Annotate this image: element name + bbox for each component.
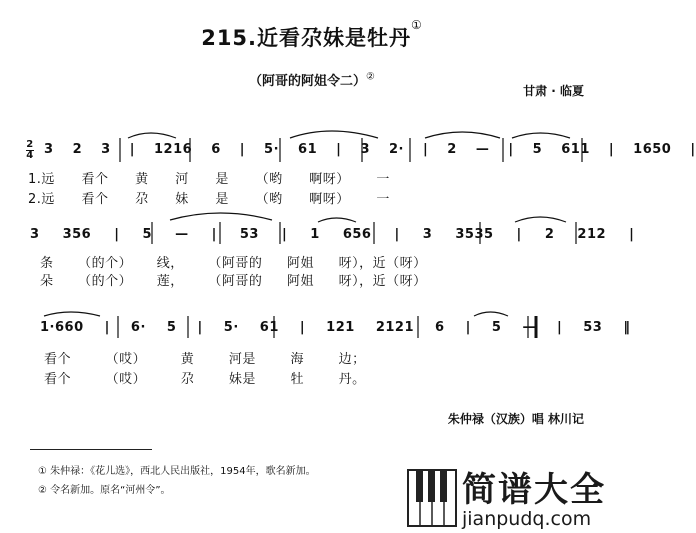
- footnote-2: ② 令名新加。原名“河州令”。: [38, 485, 171, 496]
- lyric-line-5: 看个 （哎） 黄 河是 海 边；: [44, 352, 366, 367]
- notation-row-1: 3 2 3 | 1216 6 | 5· 61 | 3 2· | 2 — | 5 611 | 1650 |: [44, 142, 696, 157]
- title-footnote-mark: ①: [411, 18, 423, 32]
- lyric-line-2: 2.远 看个 尕 妹 是 （哟 啊呀） 一: [28, 192, 390, 207]
- footnote-divider: [30, 449, 152, 450]
- watermark-url: jianpudq.com: [462, 508, 592, 530]
- song-subtitle: （阿哥的阿姐令二）②: [249, 71, 375, 89]
- lyric-line-3: 条 （的个） 线， （阿哥的 阿姐 呀），近（呀）: [40, 256, 427, 271]
- lyric-line-1: 1.远 看个 黄 河 是 （哟 啊呀） 一: [28, 172, 390, 187]
- subtitle-footnote-mark: ②: [366, 71, 375, 83]
- lyric-line-6: 看个 （哎） 尕 妹是 牡 丹。: [44, 372, 366, 387]
- footnote-1: ① 朱仲禄：《花儿选》，西北人民出版社，1954年，歌名新加。: [38, 466, 316, 477]
- song-title: 215.近看尕妹是牡丹①: [201, 18, 423, 50]
- credit-line: 朱仲禄（汉族）唱 林川记: [447, 412, 584, 426]
- watermark-name: 简谱大全: [462, 470, 606, 510]
- lyric-line-4: 朵 （的个） 莲， （阿哥的 阿姐 呀），近（呀）: [40, 274, 427, 289]
- region-label: 甘肃 · 临夏: [523, 84, 584, 98]
- notation-row-3: 1·660 | 6· 5 | 5· 61 | 121 2121 6 | 5 — | 53 ‖: [40, 320, 631, 335]
- time-signature: 2 4: [26, 139, 34, 161]
- notation-row-2: 3 356 | 5 — | 53 | 1 656 | 3 3535 | 2 212 |: [30, 227, 635, 242]
